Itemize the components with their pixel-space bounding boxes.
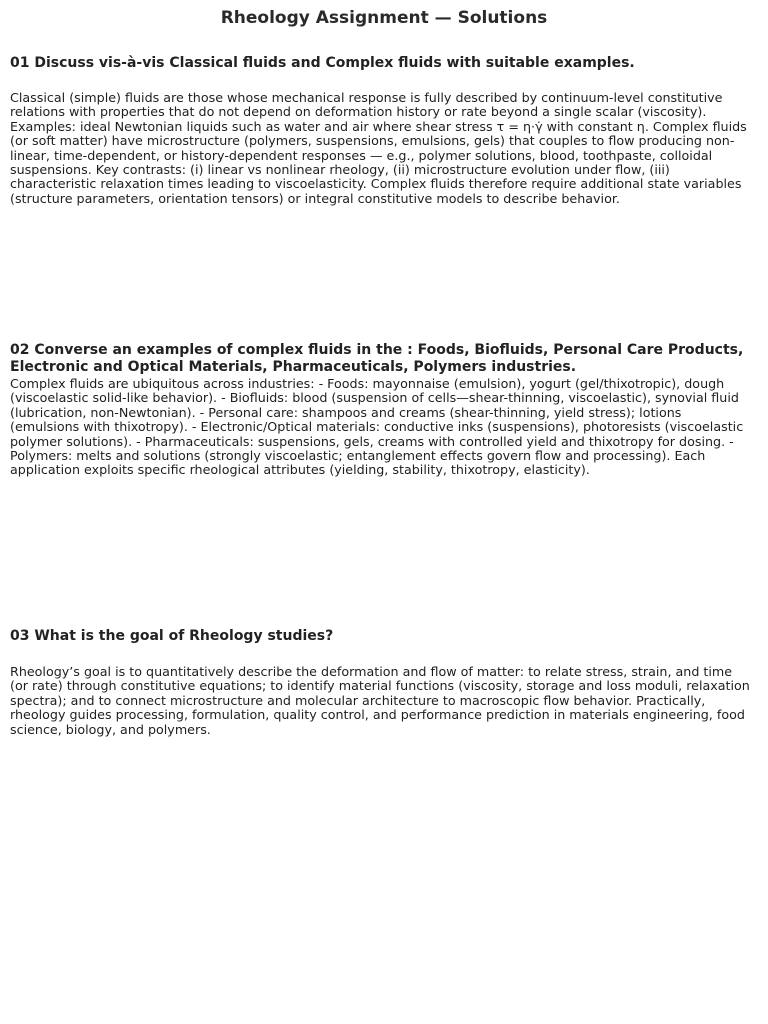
question-1-heading: 01 Discuss vis-à-vis Classical fluids and Complex fluids with suitable examples. bbox=[10, 55, 635, 71]
document-title: Rheology Assignment — Solutions bbox=[220, 8, 548, 28]
question-3-answer: Rheology’s goal is to quantitatively describe the deformation and flow of matter: to relate stress, strain, and time (or rate) through constitutive equations; to identify material functions (viscosity, storage and loss moduli, relaxation spectra); and to connect microstructure and molecular architecture to macroscopic flow behavior. Practically, rheology guides processing, formulation, quality control, and performance prediction in materials engineering, food science, biology, and polymers. bbox=[10, 664, 750, 737]
question-2-heading: 02 Converse an examples of complex fluids in the : Foods, Biofluids, Personal Care Products, Electronic and Optical Materials, Pharmaceuticals, Polymers industries. bbox=[10, 342, 744, 375]
question-2-answer: Complex fluids are ubiquitous across industries: - Foods: mayonnaise (emulsion), yogurt (gel/thixotropic), dough (viscoelastic solid-like behavior). - Biofluids: blood (suspension of cells—shear-thinning, viscoelastic), synovial fluid (lubrication, non-Newtonian). - Personal care: shampoos and creams (shear-thinning, yield stress); lotions (emulsions with thixotropy). - Electronic/Optical materials: conductive inks (suspensions), photoresists (viscoelastic polymer solutions). - Pharmaceuticals: suspensions, gels, creams with controlled yield and thixotropy for dosing. - Polymers: melts and solutions (strongly viscoelastic; entanglement effects govern flow and processing). Each application exploits specific rheological attributes (yielding, stability, thixotropy, elasticity). bbox=[10, 376, 744, 478]
question-3-heading: 03 What is the goal of Rheology studies? bbox=[10, 628, 334, 644]
question-1-answer: Classical (simple) fluids are those whose mechanical response is fully described by continuum-level constitutive relations with properties that do not depend on deformation history or rate beyond a single scalar (viscosity). Examples: ideal Newtonian liquids such as water and air where shear stress τ = η·γ̇ with constant η. Complex fluids (or soft matter) have microstructure (polymers, suspensions, emulsions, gels) that couples to flow producing non-linear, time-dependent, or history-dependent responses — e.g., polymer solutions, blood, toothpaste, colloidal suspensions. Key contrasts: (i) linear vs nonlinear rheology, (ii) microstructure evolution under flow, (iii) characteristic relaxation times leading to viscoelasticity. Complex fluids therefore require additional state variables (structure parameters, orientation tensors) or integral constitutive models to describe behavior. bbox=[10, 90, 747, 206]
